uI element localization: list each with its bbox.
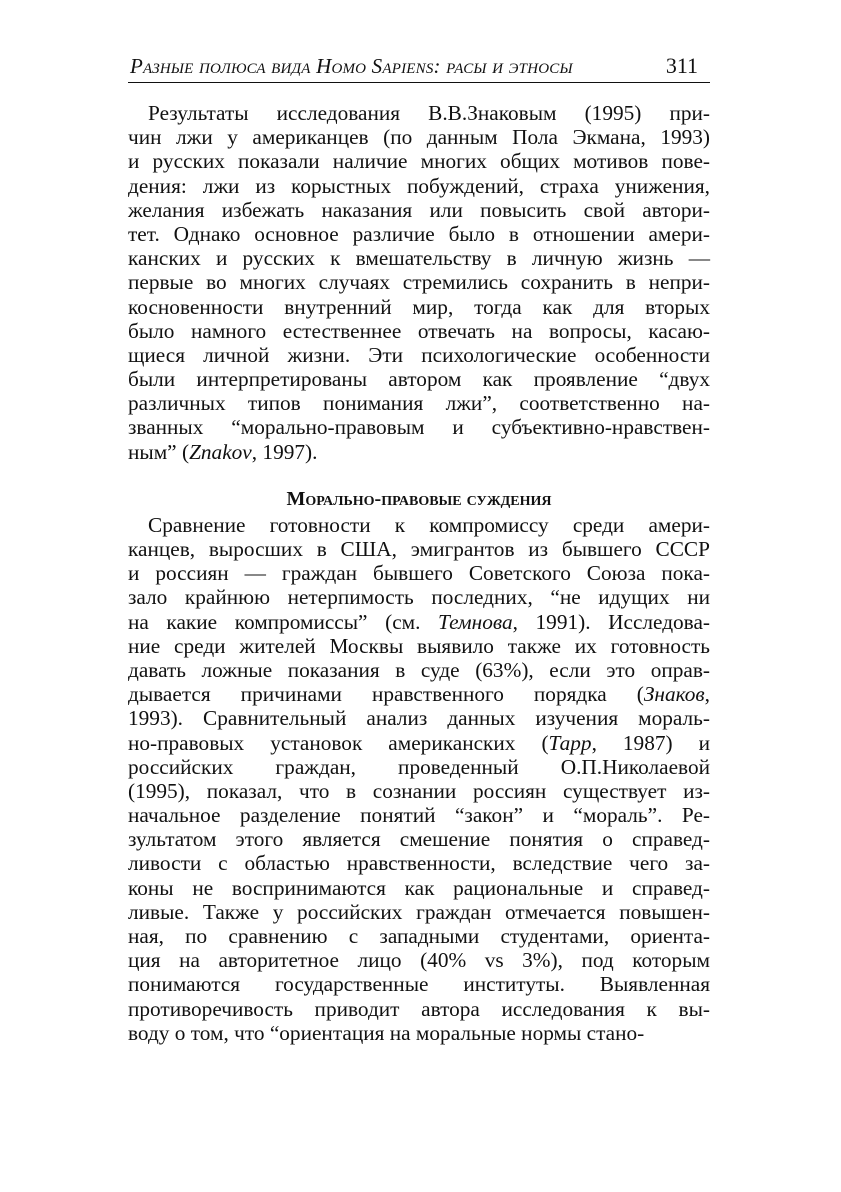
text-line bbox=[128, 561, 710, 585]
text-line bbox=[128, 924, 710, 948]
running-title: Разные полюса вида Homo Sapiens: расы и этносы bbox=[130, 54, 573, 78]
text-segment: чин лжи у американцев (по данным Пола Экмана, 1993) bbox=[128, 125, 710, 150]
text-line bbox=[128, 706, 710, 730]
text-line bbox=[128, 585, 710, 609]
italic-citation: Темнова bbox=[438, 609, 513, 634]
text-segment: Сравнение готовности к компромиссу среди амери- bbox=[148, 512, 710, 537]
text-segment: и россиян — граждан бывшего Советского Союза пока- bbox=[128, 561, 710, 586]
text-line bbox=[128, 779, 710, 803]
italic-citation: Тарр bbox=[548, 730, 592, 755]
text-line bbox=[128, 246, 710, 270]
text-line bbox=[128, 198, 710, 222]
paragraph-lies-study bbox=[128, 101, 710, 464]
italic-citation: Znakov bbox=[189, 439, 252, 464]
text-line bbox=[128, 948, 710, 972]
text-line bbox=[128, 1021, 710, 1045]
text-segment: (1995), показал, что в сознании россиян существует из- bbox=[128, 778, 710, 803]
text-segment: Результаты исследования В.В.Знаковым (1995) при- bbox=[148, 101, 710, 125]
text-line bbox=[128, 367, 710, 391]
running-header bbox=[128, 52, 710, 83]
text-segment: коны не воспринимаются как рациональные и справед- bbox=[128, 875, 710, 900]
text-line bbox=[128, 149, 710, 173]
text-line bbox=[128, 634, 710, 658]
text-line bbox=[128, 876, 710, 900]
text-line bbox=[128, 125, 710, 149]
text-segment: было намного естественнее отвечать на вопросы, касаю- bbox=[128, 318, 710, 343]
book-page bbox=[128, 52, 710, 1045]
text-line bbox=[128, 415, 710, 439]
text-segment: российских граждан, проведенный О.П.Николаевой bbox=[128, 754, 710, 779]
text-line bbox=[128, 440, 710, 464]
text-line bbox=[128, 972, 710, 996]
text-line bbox=[128, 803, 710, 827]
page-number: 311 bbox=[665, 53, 698, 78]
text-line bbox=[128, 174, 710, 198]
text-segment: давать ложные показания в суде (63%), если это оправ- bbox=[128, 657, 710, 682]
text-line bbox=[128, 997, 710, 1021]
text-segment: ливые. Также у российских граждан отмечается повышен- bbox=[128, 899, 710, 924]
text-segment: ние среди жителей Москвы выявило также их готовность bbox=[128, 633, 710, 658]
text-segment: канцев, выросших в США, эмигрантов из бывшего СССР bbox=[128, 537, 710, 561]
text-segment: зало крайнюю нетерпимость последних, “не идущих ни bbox=[128, 585, 710, 610]
text-line bbox=[128, 900, 710, 924]
text-line bbox=[128, 319, 710, 343]
text-segment: дывается причинами нравственного порядка ( bbox=[128, 682, 644, 707]
text-segment: ная, по сравнению с западными студентами, ориента- bbox=[128, 924, 710, 948]
text-segment: воду о том, что “ориентация на моральные нормы стано- bbox=[128, 1020, 645, 1045]
text-line bbox=[128, 270, 710, 294]
text-segment: 1993). Сравнительный анализ данных изучения мораль- bbox=[128, 706, 710, 731]
text-line bbox=[128, 658, 710, 682]
text-line bbox=[128, 755, 710, 779]
text-segment: тет. Однако основное различие было в отношении амери- bbox=[128, 221, 710, 246]
text-segment: на какие компромиссы” (см. bbox=[128, 609, 439, 634]
text-segment: но-правовых установок американских ( bbox=[128, 730, 549, 755]
text-line bbox=[128, 537, 710, 561]
text-line bbox=[128, 827, 710, 851]
text-segment: понимаются государственные институты. Выявленная bbox=[128, 972, 710, 997]
text-segment: , bbox=[704, 682, 710, 707]
text-segment: противоречивость приводит автора исследования к вы- bbox=[128, 996, 710, 1021]
text-line bbox=[128, 682, 710, 706]
text-segment: зультатом этого является смешение понятия о справед- bbox=[128, 827, 710, 852]
text-segment: , 1997). bbox=[251, 439, 318, 464]
text-segment: званных “морально-правовым и субъективно-нравствен- bbox=[128, 415, 710, 440]
text-line bbox=[128, 101, 710, 125]
text-segment: щиеся личной жизни. Эти психологические особенности bbox=[128, 342, 710, 367]
text-segment: косновенности внутренний мир, тогда как для вторых bbox=[128, 294, 710, 319]
body-text bbox=[128, 101, 710, 1045]
text-segment: и русских показали наличие многих общих мотивов пове- bbox=[128, 149, 710, 174]
text-segment: канских и русских к вмешательству в личную жизнь — bbox=[128, 246, 710, 271]
italic-citation: Знаков bbox=[643, 682, 705, 707]
text-segment: различных типов понимания лжи”, соответственно на- bbox=[128, 391, 710, 416]
text-line bbox=[128, 610, 710, 634]
text-line bbox=[128, 391, 710, 415]
text-segment: ным” ( bbox=[128, 439, 190, 464]
text-line bbox=[128, 513, 710, 537]
text-line bbox=[128, 851, 710, 875]
text-line bbox=[128, 222, 710, 246]
text-segment: , 1991). Исследова- bbox=[512, 609, 711, 634]
text-segment: ливости с областью нравственности, вследствие чего за- bbox=[128, 851, 710, 876]
text-segment: желания избежать наказания или повысить свой автори- bbox=[128, 197, 710, 222]
section-heading: Морально-правовые суждения bbox=[286, 487, 552, 510]
text-segment: первые во многих случаях стремились сохранить в непри- bbox=[128, 270, 710, 295]
text-line bbox=[128, 343, 710, 367]
paragraph-moral-legal-judgments bbox=[128, 513, 710, 1045]
text-line bbox=[128, 731, 710, 755]
text-segment: были интерпретированы автором как проявление “двух bbox=[128, 367, 710, 392]
text-segment: , 1987) и bbox=[591, 730, 710, 755]
text-segment: ция на авторитетное лицо (40% vs 3%), под которым bbox=[128, 948, 710, 973]
text-line bbox=[128, 295, 710, 319]
text-segment: дения: лжи из корыстных побуждений, страха унижения, bbox=[128, 173, 710, 198]
text-segment: начальное разделение понятий “закон” и “мораль”. Ре- bbox=[128, 803, 710, 828]
